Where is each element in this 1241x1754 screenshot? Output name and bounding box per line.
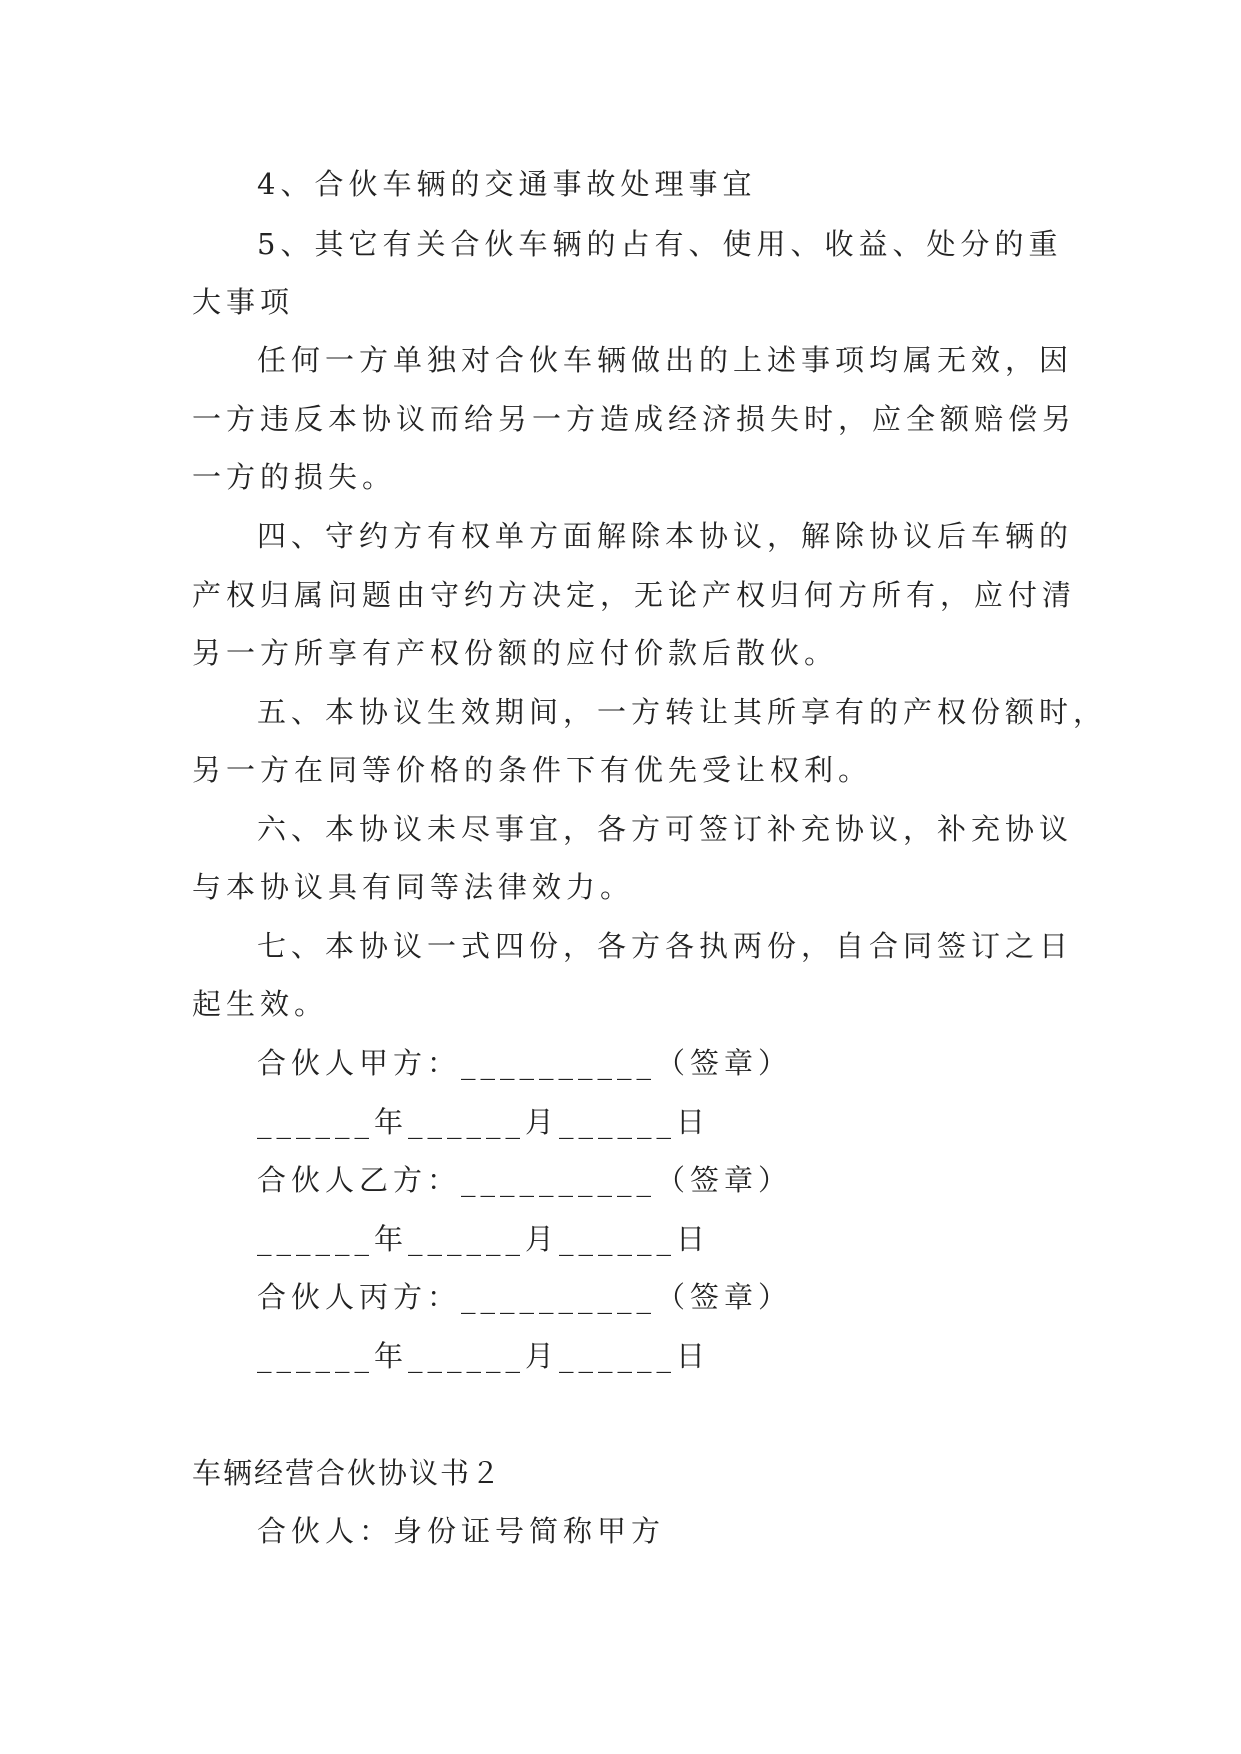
signature-line-party-c: 合伙人丙方：__________（签章） [257,1280,793,1314]
paragraph-line: 一方的损失。 [192,460,397,494]
paragraph-line: 另一方在同等价格的条件下有优先受让权利。 [192,753,873,787]
date-line: ______年______月______日 [257,1222,711,1256]
paragraph-line: 四、守约方有权单方面解除本协议，解除协议后车辆的 [257,519,1074,553]
paragraph-line: 5、其它有关合伙车辆的占有、使用、收益、处分的重 [257,227,1063,261]
paragraph-line: 起生效。 [192,987,329,1021]
paragraph-line: 另一方所享有产权份额的应付价款后散伙。 [192,636,839,670]
signature-line-party-a: 合伙人甲方：__________（签章） [257,1046,793,1080]
signature-line-party-b: 合伙人乙方：__________（签章） [257,1163,793,1197]
date-line: ______年______月______日 [257,1105,711,1139]
section-title: 车辆经营合伙协议书２ [192,1456,503,1490]
paragraph-line: 4、合伙车辆的交通事故处理事宜 [257,167,757,201]
paragraph-line: 六、本协议未尽事宜，各方可签订补充协议，补充协议 [257,812,1074,846]
paragraph-line: 与本协议具有同等法律效力。 [192,870,635,904]
date-line: ______年______月______日 [257,1339,711,1373]
paragraph-line: 合伙人：身份证号简称甲方 [257,1514,666,1548]
paragraph-line: 任何一方单独对合伙车辆做出的上述事项均属无效，因 [257,343,1074,377]
paragraph-line: 一方违反本协议而给另一方造成经济损失时，应全额赔偿另 [192,402,1077,436]
paragraph-line: 大事项 [192,285,295,319]
paragraph-line: 产权归属问题由守约方决定，无论产权归何方所有，应付清 [192,578,1077,612]
paragraph-line: 五、本协议生效期间，一方转让其所享有的产权份额时， [257,695,1108,729]
paragraph-line: 七、本协议一式四份，各方各执两份，自合同签订之日 [257,929,1074,963]
